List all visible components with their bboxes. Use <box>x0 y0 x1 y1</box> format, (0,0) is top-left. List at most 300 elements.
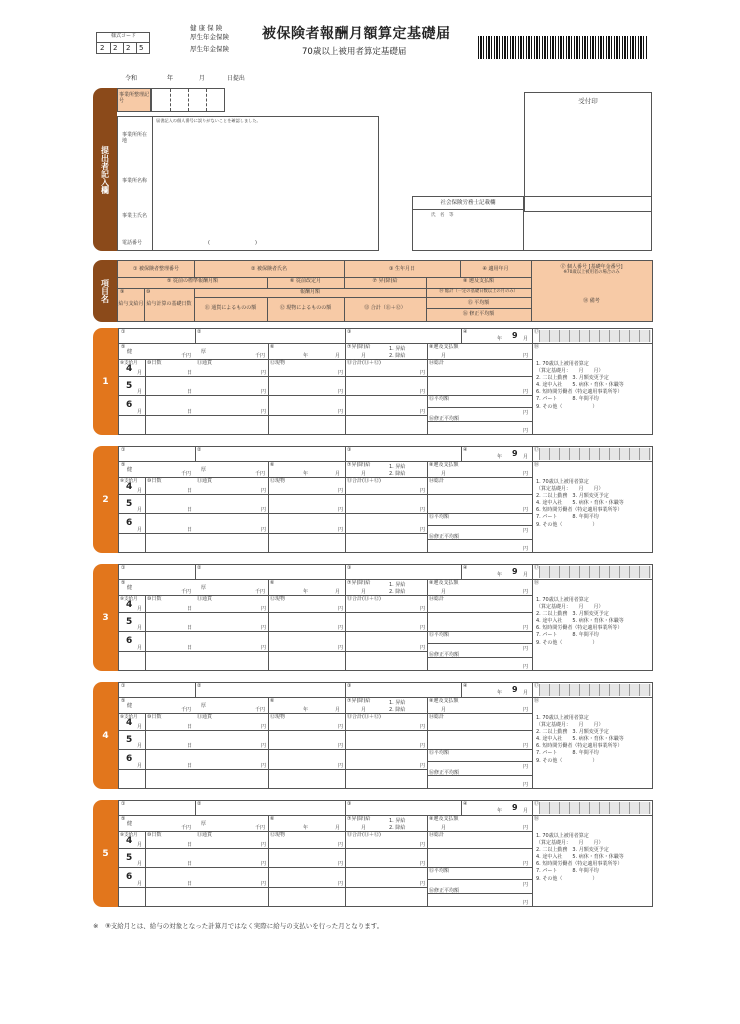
field-label: 月 <box>523 690 529 696</box>
grid-line <box>119 887 427 888</box>
grid-line <box>532 683 533 788</box>
grid-line <box>532 329 533 434</box>
field-label: 年 <box>303 471 309 477</box>
field-label: 円 <box>338 645 344 651</box>
grid-line <box>427 879 532 880</box>
field-label: 日 <box>187 409 193 415</box>
field-label: 千円 <box>255 353 266 359</box>
name-label: 事業所名称 <box>122 178 148 184</box>
field-label: ③ <box>347 683 352 689</box>
field-label: 円 <box>420 743 426 749</box>
grid-line <box>119 415 427 416</box>
grid-line <box>426 297 531 298</box>
field-label: 月 <box>137 409 143 415</box>
field-label: 月 <box>137 763 143 769</box>
field-label: 年 <box>497 690 503 696</box>
grid-line <box>461 565 462 579</box>
field-label: 円 <box>523 471 529 477</box>
field-label: ⑫ 現物によるものの額 <box>279 305 332 311</box>
field-label: ⑫現物 <box>270 478 286 484</box>
field-label: ⑤ <box>121 462 126 468</box>
field-label: ⑥ <box>270 698 275 704</box>
record-body <box>118 446 653 553</box>
grid-line <box>268 697 269 788</box>
field-label: ⑥ <box>270 344 275 350</box>
field-label: 9. その他（ ） <box>536 757 598 764</box>
field-label: 月 <box>335 825 341 831</box>
field-label: 4. 途中入社 5. 病休・育休・休職等 <box>536 500 624 507</box>
field-label: 9 <box>512 449 518 458</box>
field-label: ⑯修正平均額 <box>429 770 460 776</box>
field-label: ⑬合計(⑪＋⑫) <box>347 596 381 602</box>
field-label: ⑯修正平均額 <box>429 534 460 540</box>
field-label: 厚 <box>201 585 207 591</box>
field-label: 9 <box>512 331 518 340</box>
field-label: 円 <box>523 353 529 359</box>
field-label: 円 <box>338 527 344 533</box>
field-label: 円 <box>338 606 344 612</box>
field-label: 円 <box>338 409 344 415</box>
field-label: 円 <box>338 881 344 887</box>
field-label: 月 <box>441 589 447 595</box>
grid-line <box>461 801 462 815</box>
field-label: 月 <box>137 625 143 631</box>
id-number-field[interactable] <box>539 684 651 696</box>
field-label: ⑮平均額 <box>429 750 450 756</box>
field-label: 円 <box>523 900 529 906</box>
field-label: 年 <box>303 825 309 831</box>
field-label: ① <box>121 801 126 807</box>
field-label: 円 <box>420 645 426 651</box>
field-label: 6 <box>126 400 133 410</box>
grid-line <box>119 461 652 462</box>
field-label: 報酬月額 <box>299 289 320 295</box>
field-label: ① <box>121 447 126 453</box>
field-label: 月 <box>361 353 367 359</box>
field-label: 7. パート 8. 年間平均 <box>536 514 599 521</box>
field-label <box>536 361 624 411</box>
field-label: 健 <box>127 585 133 591</box>
field-label <box>536 597 624 647</box>
field-label: 千円 <box>255 825 266 831</box>
field-label: 円 <box>261 763 267 769</box>
field-label: 円 <box>523 410 529 416</box>
grid-line <box>123 42 124 53</box>
id-number-field[interactable] <box>539 330 651 342</box>
field-label: 厚 <box>201 467 207 473</box>
form-title: 被保険者報酬月額算定基礎届 <box>262 26 451 42</box>
field-label: ⑨支給月 <box>120 479 138 484</box>
field-label: 月 <box>137 861 143 867</box>
field-label: 円 <box>261 370 267 376</box>
field-label: 5 <box>126 617 133 627</box>
field-label: （算定基礎月： 月 月） <box>536 368 604 375</box>
grid-line <box>345 329 346 343</box>
grid-line <box>119 697 652 698</box>
field-label: 年 <box>497 336 503 342</box>
field-label: 2. 二以上勤務 3. 月額変更予定 <box>536 611 609 618</box>
field-label: ⑦ 昇(降)給 <box>372 278 398 284</box>
field-label: ⑰ <box>534 447 540 453</box>
field-label: 千円 <box>255 589 266 595</box>
record-block[interactable] <box>93 328 653 435</box>
field-label: 月 <box>361 707 367 713</box>
field-label: 年 <box>497 808 503 814</box>
field-label: 月 <box>441 707 447 713</box>
field-label: ⑦昇(降)給 <box>347 698 371 704</box>
field-label: ⑮平均額 <box>429 514 450 520</box>
field-label: ⑬合計(⑪＋⑫) <box>347 478 381 484</box>
record-block[interactable] <box>93 564 653 671</box>
office-code-field[interactable] <box>151 88 225 112</box>
field-label: ⑭ 総計（一定の基礎日数以上の月のみ） <box>439 289 518 294</box>
field-label: ⑪通貨 <box>197 360 213 366</box>
field-label: 6 <box>126 636 133 646</box>
field-label: 月 <box>137 527 143 533</box>
owner-field[interactable] <box>154 205 374 233</box>
grid-line <box>413 209 523 210</box>
record-body <box>118 800 653 907</box>
grid-line <box>427 407 532 408</box>
grid-line <box>461 447 462 461</box>
grid-line <box>195 447 196 461</box>
field-label: ⑨支給月 <box>120 597 138 602</box>
field-label: ⑨支給月 <box>120 715 138 720</box>
field-label: 円 <box>523 625 529 631</box>
field-label: ⑩日数 <box>147 832 162 838</box>
field-label: ⑤ 従前の標準報酬月額 <box>166 278 219 284</box>
field-label: 健 <box>127 821 133 827</box>
field-label: 月 <box>137 488 143 494</box>
field-label: 円 <box>523 507 529 513</box>
field-label: ⑭総計 <box>429 360 445 366</box>
field-label: 円 <box>420 527 426 533</box>
field-label: ⑧遡及支払額 <box>429 580 459 586</box>
sharoushi-label: 社会保険労務士記載欄 <box>440 200 496 206</box>
field-label: 円 <box>338 861 344 867</box>
field-label <box>536 715 624 765</box>
field-label: 日 <box>187 763 193 769</box>
insurance-type-label: 健 康 保 険 厚生年金保険 厚生年金保険 <box>190 24 229 53</box>
field-label: 6. 短時間労働者（特定適用事業所等） <box>536 507 623 514</box>
field-label: 9 <box>512 803 518 812</box>
record-number: 5 <box>93 800 118 907</box>
field-label: 円 <box>261 881 267 887</box>
field-label: ⑮平均額 <box>429 632 450 638</box>
field-label: 6. 短時間労働者（特定適用事業所等） <box>536 861 623 868</box>
field-label: 2. 二以上勤務 3. 月額変更予定 <box>536 493 609 500</box>
field-label: ⑭総計 <box>429 596 445 602</box>
grid-line <box>145 477 146 552</box>
field-label: ⑤ <box>121 816 126 822</box>
field-label: 7. パート 8. 年間平均 <box>536 632 599 639</box>
field-label: ⑧遡及支払額 <box>429 462 459 468</box>
field-label: 日 <box>187 488 193 494</box>
field-label: 円 <box>523 743 529 749</box>
submitter-block <box>117 116 379 251</box>
field-label: 月 <box>361 825 367 831</box>
field-label: ⑫現物 <box>270 832 286 838</box>
field-label: 円 <box>523 664 529 670</box>
field-label: ※70歳以上被用者の場合のみ <box>563 270 620 275</box>
field-label: ④ <box>463 683 468 689</box>
field-label: 日 <box>187 724 193 730</box>
field-label: 月 <box>523 336 529 342</box>
record-block[interactable] <box>93 446 653 553</box>
sharoushi-box <box>412 196 652 251</box>
record-block[interactable] <box>93 800 653 907</box>
grid-line <box>206 89 207 111</box>
field-label: 円 <box>523 589 529 595</box>
field-label: ⑭総計 <box>429 832 445 838</box>
field-label: 円 <box>338 763 344 769</box>
field-label: 4 <box>126 718 133 728</box>
field-label: ⑥ <box>270 816 275 822</box>
field-label: 月 <box>137 507 143 513</box>
grid-line <box>345 447 346 461</box>
form-code-digit: 2 <box>113 44 118 52</box>
grid-line <box>188 89 189 111</box>
field-label: 円 <box>523 764 529 770</box>
field-label: 月 <box>361 471 367 477</box>
field-label: （算定基礎月： 月 月） <box>536 604 604 611</box>
form-code-label: 様式コード <box>111 33 137 39</box>
grid-line <box>345 683 346 697</box>
grid-line <box>427 525 532 526</box>
field-label: ⑩日数 <box>147 478 162 484</box>
form-code-box <box>96 32 150 54</box>
field-label: 年 <box>303 707 309 713</box>
field-label: ⑰ <box>534 565 540 571</box>
field-label: 円 <box>523 389 529 395</box>
grid-line <box>268 815 269 906</box>
grid-line <box>119 343 652 344</box>
id-number-field[interactable] <box>539 802 651 814</box>
field-label: 4. 途中入社 5. 病休・育休・休職等 <box>536 382 624 389</box>
field-label: ⑨ <box>120 289 125 295</box>
field-label: 円 <box>420 409 426 415</box>
field-label: ⑪通貨 <box>197 714 213 720</box>
field-label: 日 <box>187 527 193 533</box>
field-label: ⑩日数 <box>147 360 162 366</box>
field-label: ⑰ <box>534 801 540 807</box>
field-label: 1. 昇給 <box>389 346 406 352</box>
id-number-field[interactable] <box>539 448 651 460</box>
field-label: 月 <box>361 589 367 595</box>
field-label: 円 <box>338 488 344 494</box>
field-label: 健 <box>127 467 133 473</box>
field-label: 円 <box>261 527 267 533</box>
field-label: 月 <box>335 589 341 595</box>
field-label: 2. 降給 <box>389 707 406 713</box>
field-label: ④ <box>463 447 468 453</box>
grid-line <box>532 801 533 906</box>
field-label: ⑯修正平均額 <box>429 888 460 894</box>
field-label: ⑧遡及支払額 <box>429 344 459 350</box>
grid-line <box>119 376 532 377</box>
form-code-digit: 2 <box>100 44 105 52</box>
field-label: 月 <box>523 454 529 460</box>
field-label: ② <box>197 683 202 689</box>
field-label: ⑮平均額 <box>429 396 450 402</box>
field-label: 円 <box>338 724 344 730</box>
field-label: 4 <box>126 836 133 846</box>
grid-line <box>523 197 524 250</box>
field-label: 4 <box>126 364 133 374</box>
grid-line <box>195 683 196 697</box>
field-label: 5 <box>126 381 133 391</box>
field-label: ④ <box>463 565 468 571</box>
grid-line <box>345 461 346 552</box>
field-label: 9. その他（ ） <box>536 875 598 882</box>
form-code-digit: 2 <box>126 44 131 52</box>
field-label: 円 <box>523 882 529 888</box>
grid-line <box>145 713 146 788</box>
field-label: 日 <box>187 370 193 376</box>
field-label: ⑮ 平均額 <box>467 300 490 306</box>
field-label: 4 <box>126 482 133 492</box>
field-label: 日 <box>187 507 193 513</box>
field-label: 月 <box>523 572 529 578</box>
field-label: ⑬合計(⑪＋⑫) <box>347 714 381 720</box>
field-label: ④ <box>463 329 468 335</box>
field-label: 7. パート 8. 年間平均 <box>536 750 599 757</box>
grid-line <box>195 329 196 343</box>
grid-line <box>119 730 532 731</box>
grid-line <box>345 801 346 815</box>
address-field[interactable] <box>154 127 374 167</box>
field-label: ⑯修正平均額 <box>429 416 460 422</box>
grid-line <box>119 579 652 580</box>
field-label: ⑦昇(降)給 <box>347 344 371 350</box>
grid-line <box>532 565 533 670</box>
field-label: 5 <box>126 735 133 745</box>
field-label: 円 <box>338 389 344 395</box>
grid-line <box>427 761 532 762</box>
grid-line <box>268 579 269 670</box>
field-label: 月 <box>441 825 447 831</box>
field-label: 円 <box>523 782 529 788</box>
field-label: 千円 <box>181 825 192 831</box>
field-label: ④ <box>463 801 468 807</box>
field-label: ① <box>121 329 126 335</box>
field-label: 9. その他（ ） <box>536 639 598 646</box>
field-label: 9. その他（ ） <box>536 521 598 528</box>
field-label: ⑧遡及支払額 <box>429 698 459 704</box>
field-label: 日 <box>187 645 193 651</box>
field-label: 月 <box>137 842 143 848</box>
field-label: 円 <box>261 861 267 867</box>
field-label: 月 <box>335 471 341 477</box>
field-label: ⑩日数 <box>147 596 162 602</box>
field-label: 7. パート 8. 年間平均 <box>536 396 599 403</box>
field-label: 円 <box>261 645 267 651</box>
field-label: ⑱ <box>534 462 540 468</box>
field-label: 2. 二以上勤務 3. 月額変更予定 <box>536 847 609 854</box>
field-label: 円 <box>523 546 529 552</box>
field-label: 2. 降給 <box>389 825 406 831</box>
field-label: ⑫現物 <box>270 360 286 366</box>
field-label: 5 <box>126 499 133 509</box>
field-label: 月 <box>441 353 447 359</box>
field-label: 円 <box>420 606 426 612</box>
field-label: 年 <box>303 589 309 595</box>
field-label: 年 <box>497 572 503 578</box>
grid-line <box>119 533 427 534</box>
address-label: 事業所所在地 <box>122 132 148 144</box>
id-number-field[interactable] <box>539 566 651 578</box>
field-label: ⑰ <box>534 683 540 689</box>
field-label: 2. 降給 <box>389 589 406 595</box>
grid-line <box>119 494 532 495</box>
field-label: 千円 <box>255 471 266 477</box>
field-label: 千円 <box>181 707 192 713</box>
field-label: ⑦昇(降)給 <box>347 816 371 822</box>
field-label: 年 <box>497 454 503 460</box>
field-label: ⑪通貨 <box>197 596 213 602</box>
field-label: （算定基礎月： 月 月） <box>536 840 604 847</box>
field-label: 円 <box>261 488 267 494</box>
field-label: 1. 昇給 <box>389 464 406 470</box>
grid-line <box>345 815 346 906</box>
receipt-label: 受付印 <box>578 97 598 105</box>
field-label: 6 <box>126 872 133 882</box>
owner-label: 事業主氏名 <box>122 213 148 219</box>
field-label: 円 <box>338 370 344 376</box>
grid-line <box>426 308 531 309</box>
grid-line <box>461 329 462 343</box>
field-label: 円 <box>338 507 344 513</box>
field-label: 千円 <box>181 589 192 595</box>
grid-line <box>119 848 532 849</box>
field-label: 月 <box>137 370 143 376</box>
grid-line <box>194 297 426 298</box>
field-label: ⑧ 遡及支払額 <box>462 278 495 284</box>
field-label: ② <box>197 329 202 335</box>
name-field[interactable] <box>154 169 374 203</box>
field-label: 円 <box>523 528 529 534</box>
field-label: 円 <box>261 409 267 415</box>
field-label: 千円 <box>181 471 192 477</box>
phone-paren: ( ) <box>208 240 257 246</box>
field-label: 円 <box>261 507 267 513</box>
field-label: 千円 <box>255 707 266 713</box>
field-label: 2. 降給 <box>389 471 406 477</box>
field-label: ⑥ <box>270 462 275 468</box>
grid-line <box>119 867 532 868</box>
grid-line <box>195 565 196 579</box>
field-label: ② <box>197 565 202 571</box>
field-label: ⑬合計(⑪＋⑫) <box>347 832 381 838</box>
grid-line <box>195 801 196 815</box>
field-label: 給与支給月 <box>118 301 144 307</box>
field-label: 円 <box>338 625 344 631</box>
field-label: ⑱ <box>534 698 540 704</box>
grid-line <box>110 42 111 53</box>
field-label: 円 <box>261 842 267 848</box>
field-label: 厚 <box>201 703 207 709</box>
grid-line <box>119 815 652 816</box>
field-label: 2. 二以上勤務 3. 月額変更予定 <box>536 375 609 382</box>
grid-line <box>345 579 346 670</box>
field-label: ③ 生年月日 <box>388 266 416 272</box>
field-label: ⑱ <box>534 344 540 350</box>
record-block[interactable] <box>93 682 653 789</box>
office-code-label: 事業所整理記号 <box>119 92 150 104</box>
grid-line <box>461 683 462 697</box>
field-label: 給与計算の基礎日数 <box>146 301 192 307</box>
field-label: 健 <box>127 349 133 355</box>
